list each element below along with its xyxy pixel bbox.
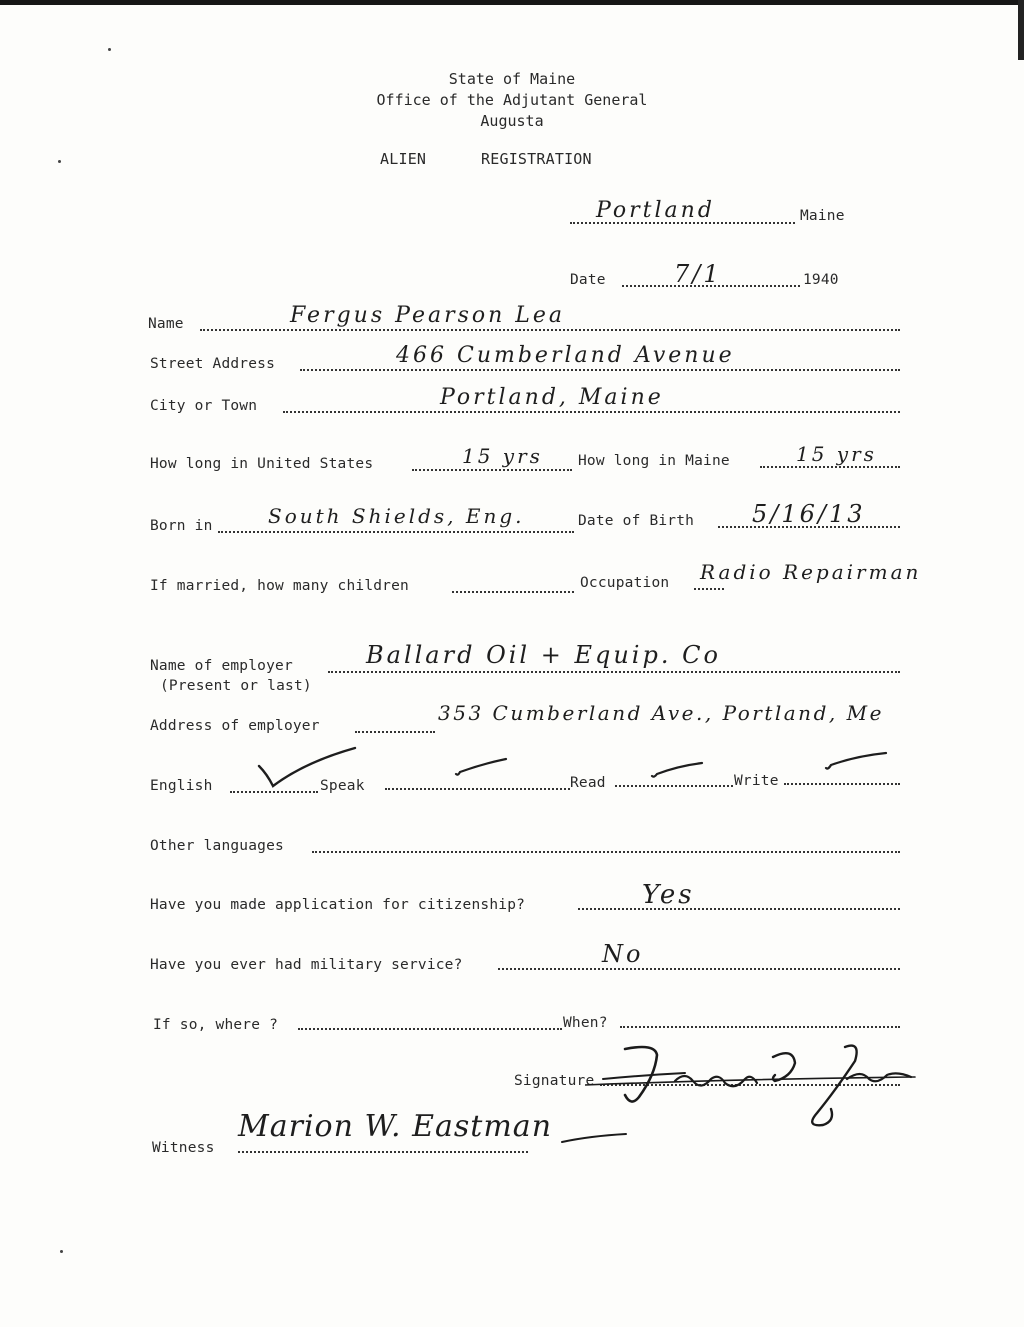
- how-long-us-dots: [412, 469, 572, 471]
- english-speak-label: Speak: [320, 778, 365, 794]
- other-languages-label: Other languages: [150, 838, 284, 854]
- title-registration: REGISTRATION: [481, 150, 592, 168]
- street-value: 466 Cumberland Avenue: [396, 343, 735, 368]
- english-read-label: Read: [570, 775, 606, 791]
- witness-signature: Marion W. Eastman: [238, 1109, 553, 1144]
- english-label: English: [150, 778, 213, 794]
- occupation-dots: [694, 588, 724, 590]
- read-dots: [615, 785, 733, 787]
- city-value: Portland, Maine: [440, 385, 664, 410]
- how-long-us-label: How long in United States: [150, 456, 374, 472]
- date-year: 1940: [803, 272, 839, 288]
- scan-speck: [108, 48, 111, 51]
- how-long-maine-dots: [760, 466, 900, 468]
- employer-label: Name of employer: [150, 658, 293, 674]
- dob-value: 5/16/13: [752, 500, 866, 528]
- witness-underline-icon: [560, 1128, 630, 1148]
- location-suffix: Maine: [800, 208, 845, 224]
- how-long-maine-label: How long in Maine: [578, 453, 730, 469]
- write-dots: [784, 783, 900, 785]
- when-dots: [620, 1026, 900, 1028]
- born-in-value: South Shields, Eng.: [268, 504, 525, 528]
- speak-dots: [385, 788, 570, 790]
- header-state: State of Maine: [448, 70, 576, 88]
- occupation-value: Radio Repairman: [700, 560, 922, 584]
- born-in-dots: [218, 531, 574, 533]
- witness-dots: [238, 1151, 528, 1153]
- name-label: Name: [148, 316, 184, 332]
- date-label: Date: [570, 272, 606, 288]
- citizenship-value: Yes: [642, 880, 695, 910]
- how-long-maine-value: 15 yrs: [796, 442, 877, 466]
- born-in-label: Born in: [150, 518, 213, 534]
- location-city-value: Portland: [596, 198, 715, 223]
- employer-sublabel: (Present or last): [160, 678, 312, 694]
- signature-label: Signature: [514, 1073, 595, 1089]
- street-dots: [300, 369, 900, 371]
- english-checkmark-icon: [255, 744, 365, 790]
- employer-address-label: Address of employer: [150, 718, 320, 734]
- english-dots: [230, 791, 318, 793]
- name-value: Fergus Pearson Lea: [290, 303, 566, 328]
- where-label: If so, where ?: [153, 1017, 279, 1033]
- header-city: Augusta: [480, 112, 544, 130]
- children-label: If married, how many children: [150, 578, 409, 594]
- where-dots: [298, 1028, 562, 1030]
- scan-border-right: [1018, 0, 1024, 60]
- name-dots: [200, 329, 900, 331]
- occupation-label: Occupation: [580, 575, 670, 591]
- header-office: Office of the Adjutant General: [376, 91, 648, 109]
- english-write-label: Write: [734, 773, 779, 789]
- when-label: When?: [563, 1015, 608, 1031]
- read-checkmark-icon: [648, 760, 708, 780]
- military-label: Have you ever had military service?: [150, 957, 463, 973]
- employer-dots: [328, 671, 900, 673]
- witness-label: Witness: [152, 1140, 215, 1156]
- military-value: No: [602, 940, 644, 968]
- scan-speck: [60, 1250, 63, 1253]
- citizenship-dots: [578, 908, 900, 910]
- write-checkmark-icon: [822, 750, 892, 772]
- employer-address-dots: [355, 731, 435, 733]
- dob-label: Date of Birth: [578, 513, 695, 529]
- children-dots: [452, 591, 574, 593]
- date-value: 7/1: [674, 260, 722, 288]
- applicant-signature-icon: [585, 1035, 920, 1135]
- how-long-us-value: 15 yrs: [462, 444, 543, 468]
- citizenship-label: Have you made application for citizenship?: [150, 897, 526, 913]
- speak-checkmark-icon: [452, 756, 512, 778]
- other-languages-dots: [312, 851, 900, 853]
- employer-value: Ballard Oil + Equip. Co: [366, 641, 721, 669]
- military-dots: [498, 968, 900, 970]
- scan-speck: [58, 160, 61, 163]
- employer-address-value: 353 Cumberland Ave., Portland, Me: [438, 701, 884, 725]
- scan-border-top: [0, 0, 1024, 5]
- city-dots: [283, 411, 900, 413]
- street-label: Street Address: [150, 356, 276, 372]
- city-label: City or Town: [150, 398, 258, 414]
- title-alien: ALIEN: [380, 150, 427, 168]
